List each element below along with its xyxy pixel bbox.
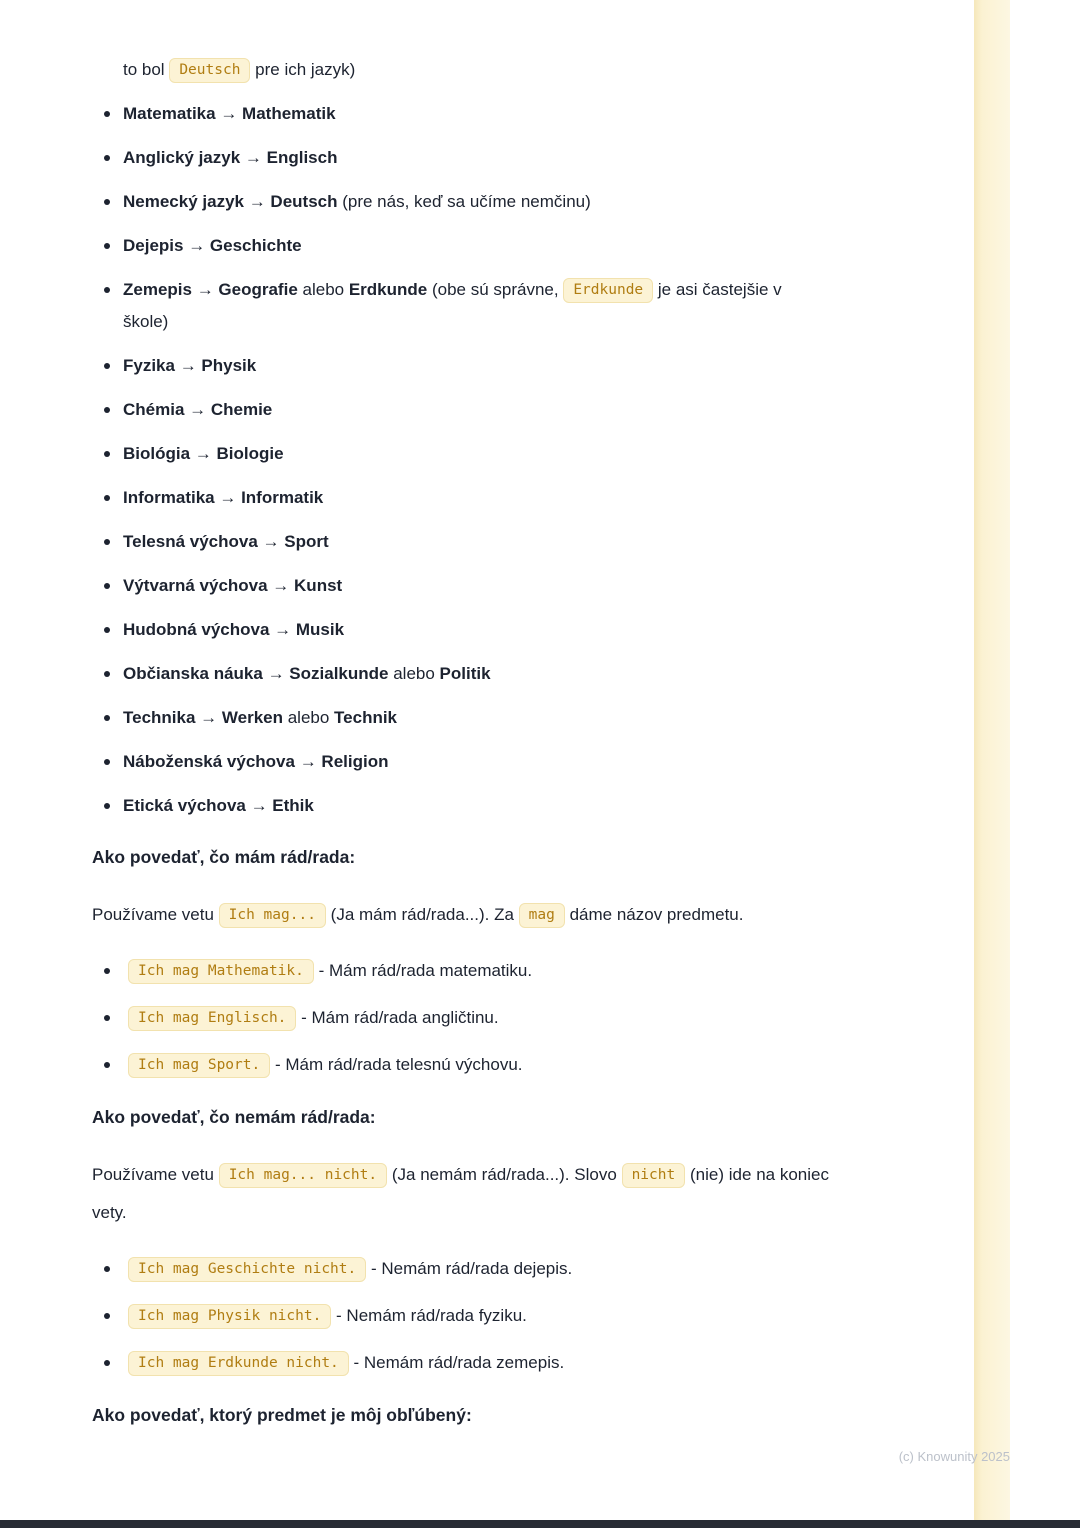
- bold-text-segment: Telesná výchova → Sport: [123, 532, 329, 551]
- subject-item: [92, 98, 829, 130]
- inline-code-badge: nicht: [622, 1163, 686, 1188]
- subject-item: [92, 746, 829, 778]
- bold-text-segment: Chémia → Chemie: [123, 400, 273, 419]
- text-segment: - Mám rád/rada telesnú výchovu.: [270, 1055, 523, 1074]
- bold-text-segment: Technika → Werken: [123, 708, 283, 727]
- text-segment: (pre nás, keď sa učíme nemčinu): [337, 192, 591, 211]
- text-segment: (obe sú správne,: [427, 280, 564, 299]
- example-sentence-item: [92, 1048, 829, 1082]
- text-segment: Používame vetu: [92, 1165, 219, 1184]
- bold-text-segment: Nemecký jazyk → Deutsch: [123, 192, 338, 211]
- likes-intro-paragraph: [92, 896, 829, 934]
- bold-text-segment: Politik: [439, 664, 491, 683]
- subject-item: [92, 438, 829, 470]
- document-content: [92, 0, 829, 1454]
- inline-code-badge: Ich mag... nicht.: [219, 1163, 387, 1188]
- dislikes-examples-list: [92, 1252, 829, 1380]
- example-sentence-item: [92, 1299, 829, 1333]
- bold-text-segment: Erdkunde: [348, 280, 428, 299]
- text-segment: - Mám rád/rada angličtinu.: [296, 1008, 499, 1027]
- text-segment: dáme názov predmetu.: [564, 905, 744, 924]
- bold-text-segment: Dejepis → Geschichte: [123, 236, 302, 255]
- inline-code-badge: Ich mag Geschichte nicht.: [128, 1257, 366, 1282]
- bold-text-segment: Informatika → Informatik: [123, 488, 324, 507]
- subject-item: [92, 614, 829, 646]
- text-segment: (nie) ide na koniec vety.: [92, 1165, 829, 1222]
- subject-item: [92, 142, 829, 174]
- section-heading-favorite: Ako povedať, ktorý predmet je môj obľúbený:: [92, 1405, 472, 1425]
- inline-code-badge: Ich mag Physik nicht.: [128, 1304, 331, 1329]
- copyright-footer: (c) Knowunity 2025: [898, 1449, 1010, 1464]
- inline-code-badge: Ich mag Mathematik.: [128, 959, 314, 984]
- inline-code-badge: Deutsch: [169, 58, 250, 83]
- continuation-text: [92, 54, 829, 86]
- subject-item: [92, 482, 829, 514]
- text-segment: (Ja nemám rád/rada...). Slovo: [387, 1165, 622, 1184]
- bold-text-segment: Hudobná výchova → Musik: [123, 620, 345, 639]
- bold-text-segment: Občianska náuka → Sozialkunde: [123, 664, 389, 683]
- bold-text-segment: Technik: [334, 708, 398, 727]
- inline-code-badge: Ich mag Erdkunde nicht.: [128, 1351, 349, 1376]
- bold-text-segment: Fyzika → Physik: [123, 356, 257, 375]
- page-edge-stripe: [974, 0, 1010, 1528]
- inline-code-badge: Ich mag Sport.: [128, 1053, 270, 1078]
- dislikes-intro-paragraph: [92, 1156, 829, 1232]
- text-segment: pre ich jazyk): [250, 60, 356, 79]
- bold-text-segment: Anglický jazyk → Englisch: [123, 148, 338, 167]
- text-segment: - Nemám rád/rada zemepis.: [348, 1353, 565, 1372]
- text-segment: (Ja mám rád/rada...). Za: [325, 905, 519, 924]
- bold-text-segment: Biológia → Biologie: [123, 444, 284, 463]
- section-heading-likes: Ako povedať, čo mám rád/rada:: [92, 847, 356, 867]
- text-segment: alebo: [388, 664, 440, 683]
- bold-text-segment: Matematika → Mathematik: [123, 104, 336, 123]
- subject-item: [92, 186, 829, 218]
- inline-code-badge: mag: [519, 903, 565, 928]
- subjects-list: [92, 98, 829, 822]
- subject-item: [92, 658, 829, 690]
- example-sentence-item: [92, 954, 829, 988]
- text-segment: alebo: [297, 280, 349, 299]
- subject-item: [92, 350, 829, 382]
- subject-item: [92, 790, 829, 822]
- text-segment: - Nemám rád/rada fyziku.: [331, 1306, 527, 1325]
- bold-text-segment: Náboženská výchova → Religion: [123, 752, 389, 771]
- text-segment: to bol: [123, 60, 170, 79]
- bold-text-segment: Výtvarná výchova → Kunst: [123, 576, 343, 595]
- subject-item: [92, 702, 829, 734]
- page-bottom-divider: [0, 1520, 1080, 1528]
- inline-code-badge: Erdkunde: [563, 278, 653, 303]
- example-sentence-item: [92, 1252, 829, 1286]
- bold-text-segment: Zemepis → Geografie: [123, 280, 298, 299]
- text-segment: - Mám rád/rada matematiku.: [313, 961, 533, 980]
- text-segment: - Nemám rád/rada dejepis.: [366, 1259, 573, 1278]
- subject-item: [92, 230, 829, 262]
- text-segment: je asi častejšie v škole): [123, 280, 782, 331]
- inline-code-badge: Ich mag Englisch.: [128, 1006, 296, 1031]
- likes-examples-list: [92, 954, 829, 1082]
- example-sentence-item: [92, 1001, 829, 1035]
- bold-text-segment: Etická výchova → Ethik: [123, 796, 314, 815]
- subject-item: [92, 274, 829, 338]
- subject-item: [92, 526, 829, 558]
- subject-item: [92, 394, 829, 426]
- section-heading-dislikes: Ako povedať, čo nemám rád/rada:: [92, 1107, 376, 1127]
- text-segment: alebo: [282, 708, 335, 727]
- subject-item: [92, 570, 829, 602]
- example-sentence-item: [92, 1346, 829, 1380]
- inline-code-badge: Ich mag...: [219, 903, 326, 928]
- text-segment: Používame vetu: [92, 905, 219, 924]
